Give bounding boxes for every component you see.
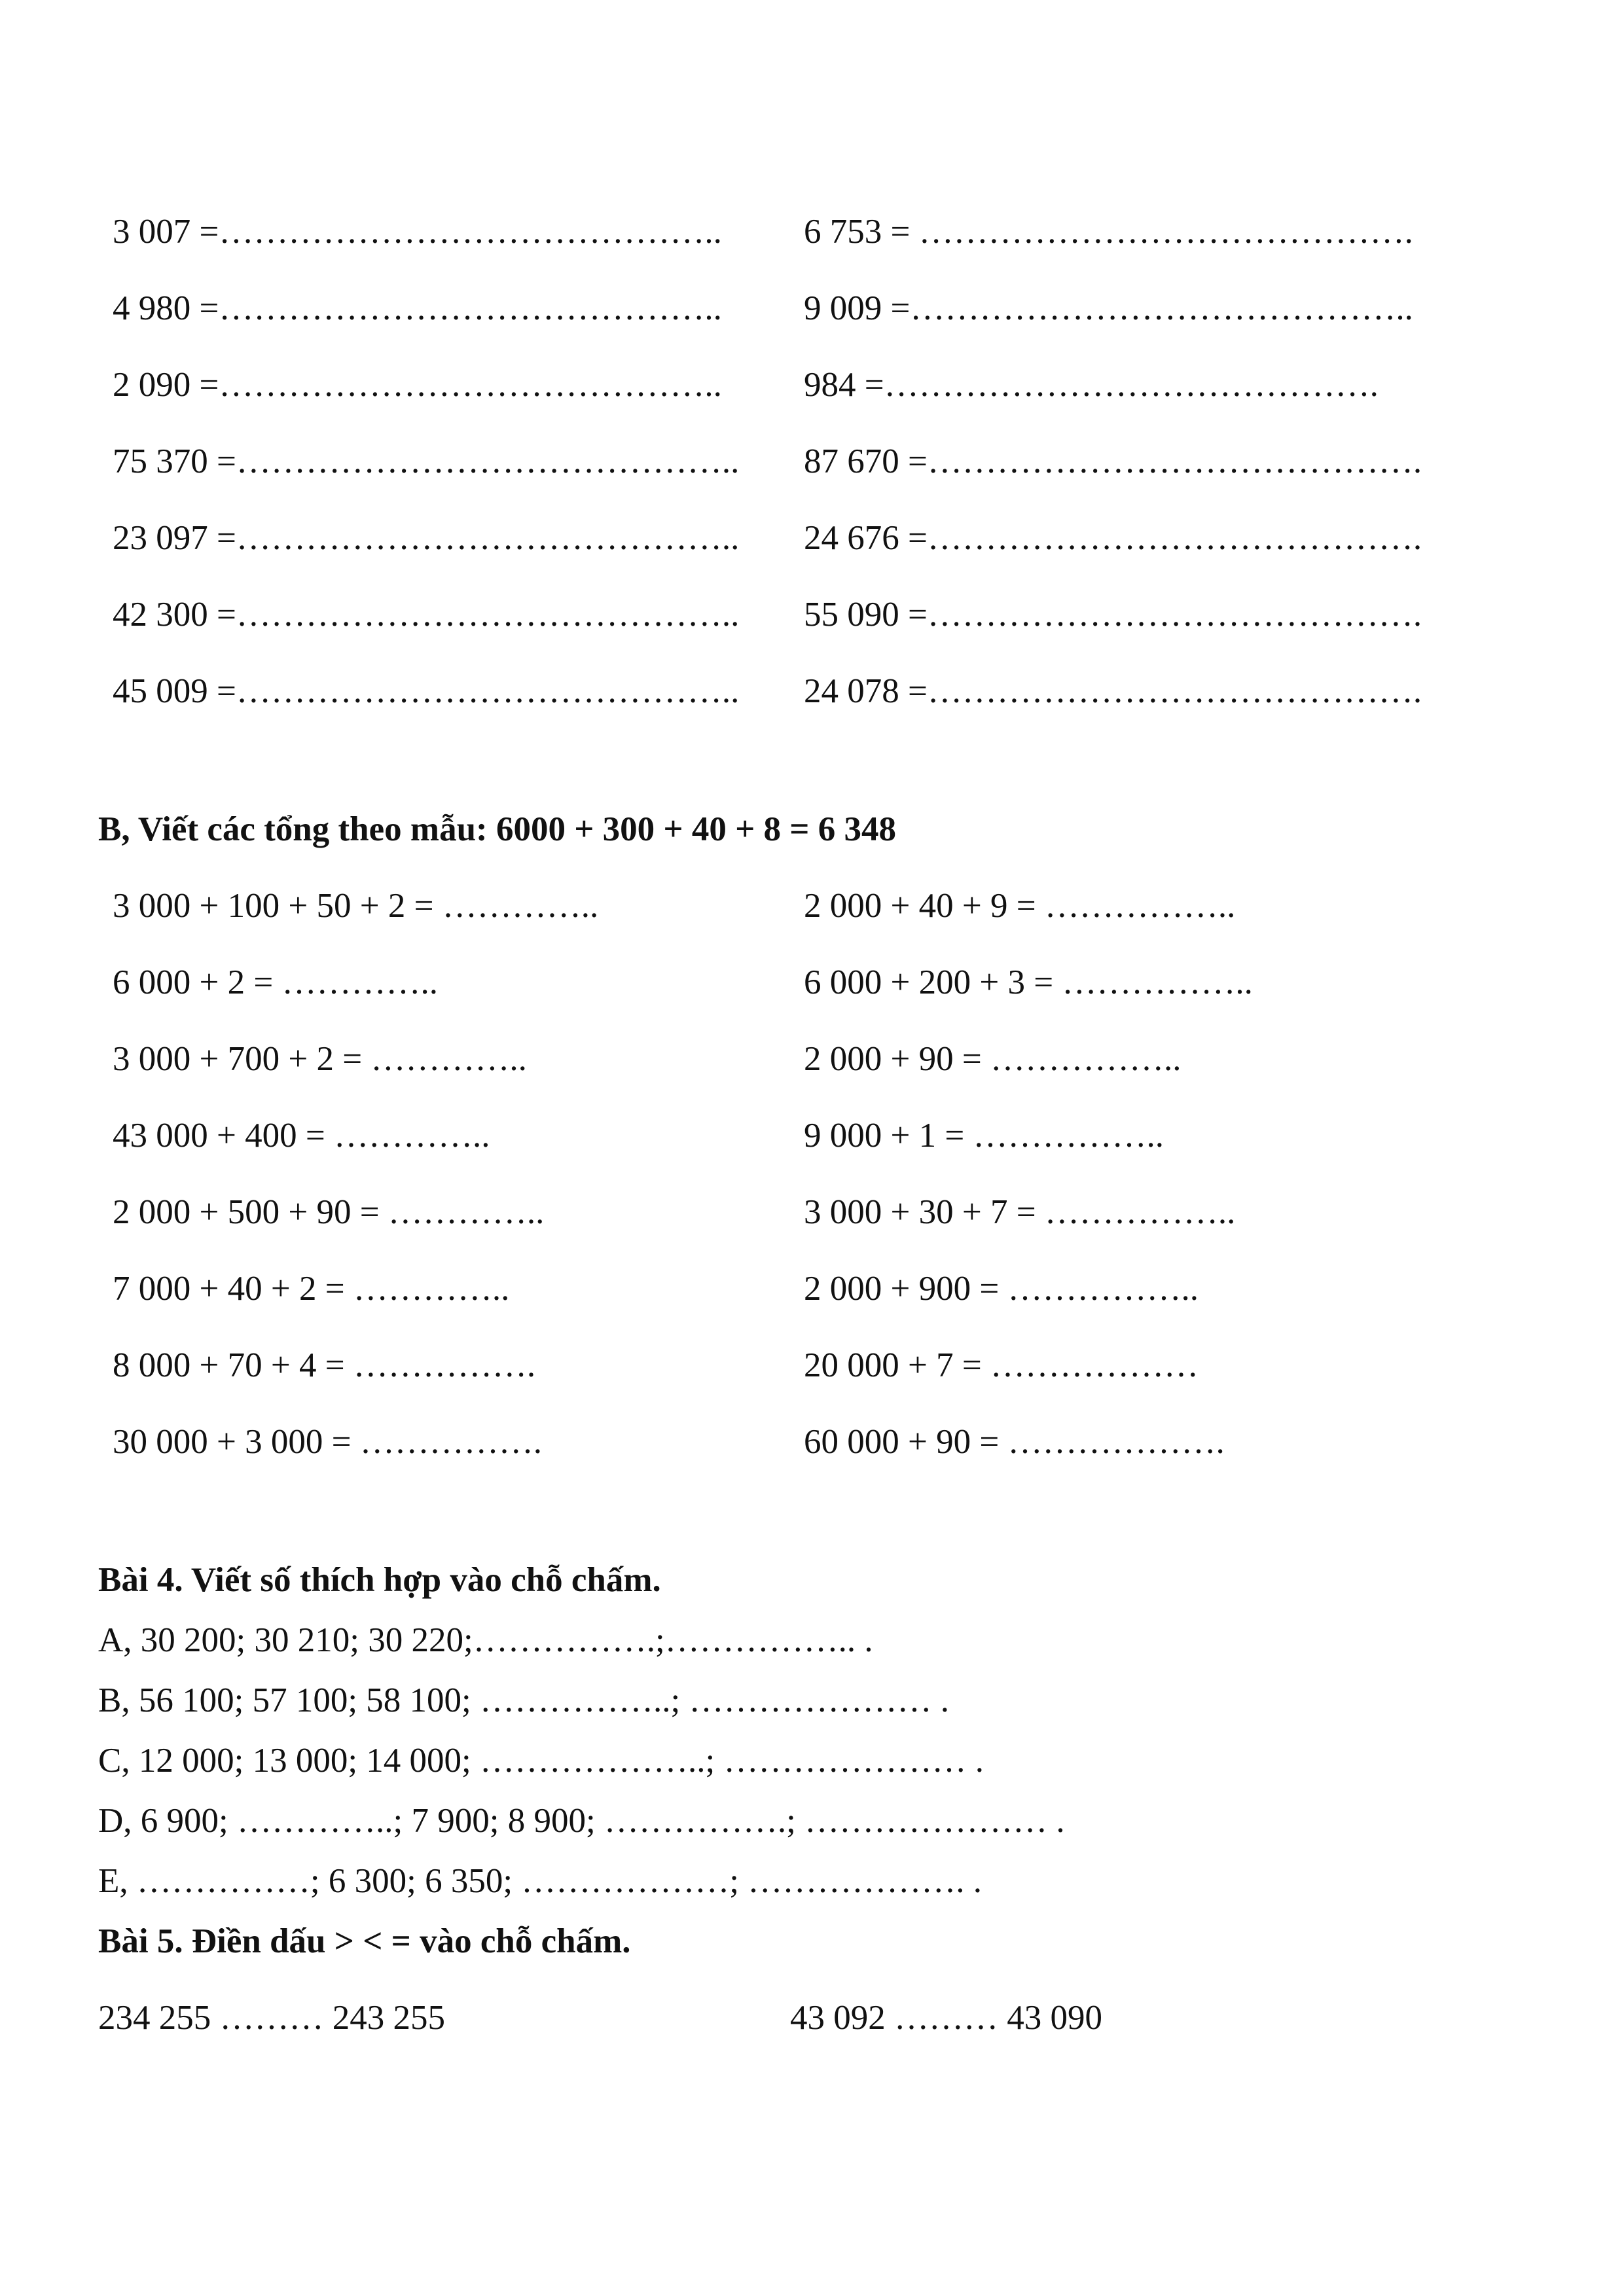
expansion-item: 23 097 =……………………………………..: [113, 519, 740, 557]
sum-item: 2 000 + 500 + 90 = …………..: [113, 1193, 545, 1231]
expansion-item: 6 753 = …………………………………….: [804, 213, 1413, 251]
sequence-item: E, ……………; 6 300; 6 350; ………………; ………………. .: [98, 1862, 983, 1900]
exercise-4-heading: Bài 4. Viết số thích hợp vào chỗ chấm.: [98, 1561, 661, 1599]
expansion-item: 3 007 =……………………………………..: [113, 213, 722, 251]
expansion-item: 42 300 =……………………………………..: [113, 596, 740, 634]
exercise-5-heading: Bài 5. Điền dấu > < = vào chỗ chấm.: [98, 1922, 631, 1960]
sum-item: 3 000 + 700 + 2 = …………..: [113, 1040, 527, 1078]
sum-item: 60 000 + 90 = ……………….: [804, 1423, 1225, 1461]
sum-item: 6 000 + 2 = …………..: [113, 963, 439, 1001]
expansion-item: 45 009 =……………………………………..: [113, 672, 740, 710]
sum-item: 2 000 + 40 + 9 = ……………..: [804, 887, 1236, 925]
sequence-item: D, 6 900; …………..; 7 900; 8 900; …………….; ………………… .: [98, 1802, 1065, 1840]
sum-item: 3 000 + 100 + 50 + 2 = …………..: [113, 887, 599, 925]
expansion-item: 2 090 =……………………………………..: [113, 366, 722, 404]
sequence-item: A, 30 200; 30 210; 30 220;…………….;…………….. .: [98, 1621, 873, 1659]
expansion-item: 4 980 =……………………………………..: [113, 289, 722, 327]
section-b-heading: B, Viết các tổng theo mẫu: 6000 + 300 + 40 + 8 = 6 348: [98, 810, 896, 848]
sum-item: 9 000 + 1 = ……………..: [804, 1117, 1164, 1155]
sum-item: 8 000 + 70 + 4 = …………….: [113, 1346, 536, 1384]
expansion-item: 75 370 =……………………………………..: [113, 442, 740, 480]
sum-item: 7 000 + 40 + 2 = …………..: [113, 1270, 510, 1308]
sum-item: 20 000 + 7 = ………………: [804, 1346, 1199, 1384]
expansion-item: 24 676 =…………………………………….: [804, 519, 1422, 557]
sum-item: 2 000 + 900 = ……………..: [804, 1270, 1199, 1308]
sum-item: 2 000 + 90 = ……………..: [804, 1040, 1182, 1078]
sum-item: 43 000 + 400 = …………..: [113, 1117, 490, 1155]
sum-item: 6 000 + 200 + 3 = ……………..: [804, 963, 1253, 1001]
expansion-item: 984 =…………………………………….: [804, 366, 1379, 404]
expansion-item: 87 670 =…………………………………….: [804, 442, 1422, 480]
expansion-item: 55 090 =…………………………………….: [804, 596, 1422, 634]
sum-item: 3 000 + 30 + 7 = ……………..: [804, 1193, 1236, 1231]
comparison-item: 234 255 ……… 243 255: [98, 1999, 445, 2037]
expansion-item: 9 009 =……………………………………..: [804, 289, 1413, 327]
expansion-item: 24 078 =…………………………………….: [804, 672, 1422, 710]
sequence-item: B, 56 100; 57 100; 58 100; ……………..; ………………… .: [98, 1681, 950, 1719]
sum-item: 30 000 + 3 000 = …………….: [113, 1423, 543, 1461]
comparison-item: 43 092 ……… 43 090: [790, 1999, 1102, 2037]
sequence-item: C, 12 000; 13 000; 14 000; ………………..; ………………… .: [98, 1742, 984, 1780]
